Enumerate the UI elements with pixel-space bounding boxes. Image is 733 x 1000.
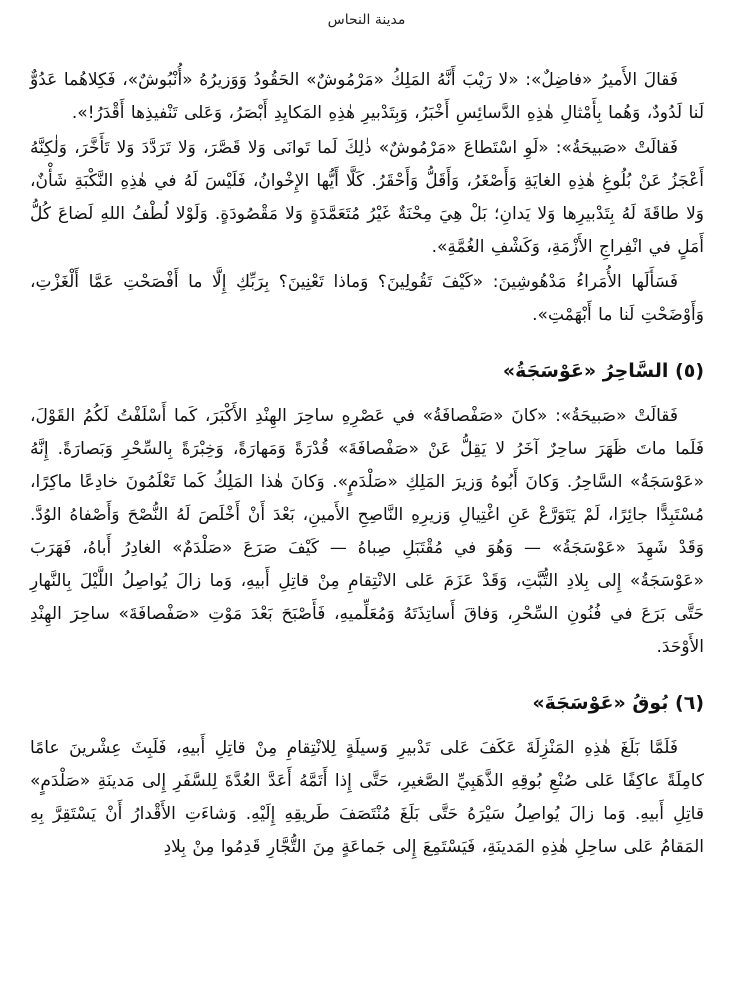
paragraph-golden-horn: فَلَمَّا بَلَغَ هٰذِهِ المَنْزِلَةَ عَكَفَ عَلى تَدْبيرِ وَسيلَةٍ لِلانْتِقامِ مِنْ قاتِلِ أَبيهِ، فَلَبِثَ عِشْرينَ عامًا كامِلَةً عاكِفًا عَلى صُنْعِ بُوقِهِ الذَّهَبِيِّ الصَّغيرِ، حَتَّى إِذا أَتَمَّهُ أَعَدَّ العُدَّةَ لِلسَّفَرِ إِلى مَدينَةِ «صَلْدَمٍ» قاتِلِ أَبيهِ. وَما زالَ يُواصِلُ سَيْرَهُ حَتَّى بَلَغَ مُنْتَصَفَ طَريقِهِ إِلَيْهِ. وَشاءَتِ الأَقْدارُ أَنْ يَسْتَقِرَّ بِهِ المَقامُ عَلى ساحِلِ هٰذِهِ المَدينَةِ، فَيَسْتَمِعَ إِلى جَماعَةٍ مِنَ التُّجَّارِ قَدِمُوا مِنْ بِلادِ (30, 738, 704, 857)
paragraph-awsaja-story: فَقالَتْ «صَبيحَةُ»: «كانَ «صَفْصافَةُ» في عَصْرِهِ ساحِرَ الهِنْدِ الأَكْبَرَ، كَما أَسْلَفْتُ لَكُمُ القَوْلَ، فَلَما ماتَ ظَهَرَ ساحِرٌ آخَرُ لا يَقِلُّ عَنْ «صَفْصافَةَ» قُدْرَةً وَمَهارَةً، وَخِبْرَةً بِالسِّحْرِ وَبَصارَةً. إِنَّهُ «عَوْسَجَةُ» السَّاحِرُ. وَكانَ أَبُوهُ وَزيرَ المَلِكِ «صَلْدَمٍ». وَكانَ هٰذا المَلِكُ كَما تَعْلَمُونَ خادِعًا ماكِرًا، مُسْتَبِدًّا جائِرًا، لَمْ يَتَوَرَّعْ عَنِ اغْتِيالِ وَزيرِهِ النَّاصِحِ الأَمينِ، بَعْدَ أَنْ أَخْلَصَ لَهُ النُّصْحَ وَأَصْفاهُ الوُدَّ. وَقَدْ شَهِدَ «عَوْسَجَةُ» — وَهُوَ في مُقْتَبَلِ صِباهُ — كَيْفَ صَرَعَ «صَلْدَمٌ» الغادِرُ أَباهُ، فَهَرَبَ «عَوْسَجَةُ» إِلى بِلادِ التُّبَّتِ، وَقَدْ عَزَمَ عَلى الانْتِقامِ مِنْ قاتِلِ أَبيهِ، وَما زالَ يُواصِلُ اللَّيْلَ بِالنَّهارِ حَتَّى بَرَعَ في فُنُونِ السِّحْرِ، وَفاقَ أَساتِذَتَهُ وَمُعَلِّميهِ، فَأَصْبَحَ بَعْدَ مَوْتِ «صَفْصافَةَ» ساحِرَ الهِنْدِ الأَوْحَدَ. (30, 406, 704, 657)
paragraph-fadel-speech: فَقالَ الأَميرُ «فاضِلٌ»: «لا رَيْبَ أَنَّهُ المَلِكُ «مَرْمُوشٌ» الحَقُودُ وَوَزيرُهُ «أُنْبُوشٌ»، فَكِلاهُما عَدُوٌّ لَنا لَدُودٌ، وَهُما بِأَمْثالِ هٰذِهِ الدَّسائِسِ أَخْبَرُ، وَبِتَدْبيرِ هٰذِهِ المَكايِدِ أَبْصَرُ، وَعَلى تَنْفيذِها أَقْدَرُ!». (30, 70, 704, 123)
running-header-title: مدينة النحاس (327, 12, 406, 28)
paragraph-princes-question: فَسَأَلَها الأُمَراءُ مَدْهُوشِينَ: «كَيْفَ تَقُولِينَ؟ وَماذا تَعْنِينَ؟ بِرَبِّكِ إِلَّا ما أَفْصَحْتِ عَمَّا أَلْغَزْتِ، وَأَوْضَحْتِ لَنا ما أَبْهَمْتِ». (30, 272, 704, 325)
page-content (30, 64, 704, 864)
paragraph-sabiha-reply: فَقالَتْ «صَبيحَةُ»: «لَوِ اسْتَطاعَ «مَرْمُوشٌ» ذٰلِكَ لَما تَوانَى وَلا قَصَّرَ، وَلا تَرَدَّدَ وَلا تَأَخَّرَ، وَلٰكِنَّهُ أَعْجَزُ عَنْ بُلُوغِ هٰذِهِ الغايَةِ وَأَصْغَرُ، وَأَقَلُّ وَأَحْقَرُ. كَلَّا أَيُّها الإِخْوانُ، فَلَيْسَ لَهُ في هٰذِهِ النَّكْبَةِ شَأْنٌ، وَلا طاقَةَ لَهُ بِتَدْبيرِها وَلا يَدانِ؛ بَلْ هِيَ مِحْنَةٌ غَيْرُ مُتَعَمَّدَةٍ وَلا مَقْصُودَةٍ. وَلَوْلا لُطْفُ اللهِ لَضاعَ كُلُّ أَمَلٍ في انْفِراجِ الأَزْمَةِ، وَكَشْفِ الغُمَّةِ». (30, 138, 704, 257)
section-heading-6: (٦) بُوقُ «عَوْسَجَةَ» (532, 692, 704, 714)
section-heading-5: (٥) السَّاحِرُ «عَوْسَجَةُ» (502, 360, 704, 382)
